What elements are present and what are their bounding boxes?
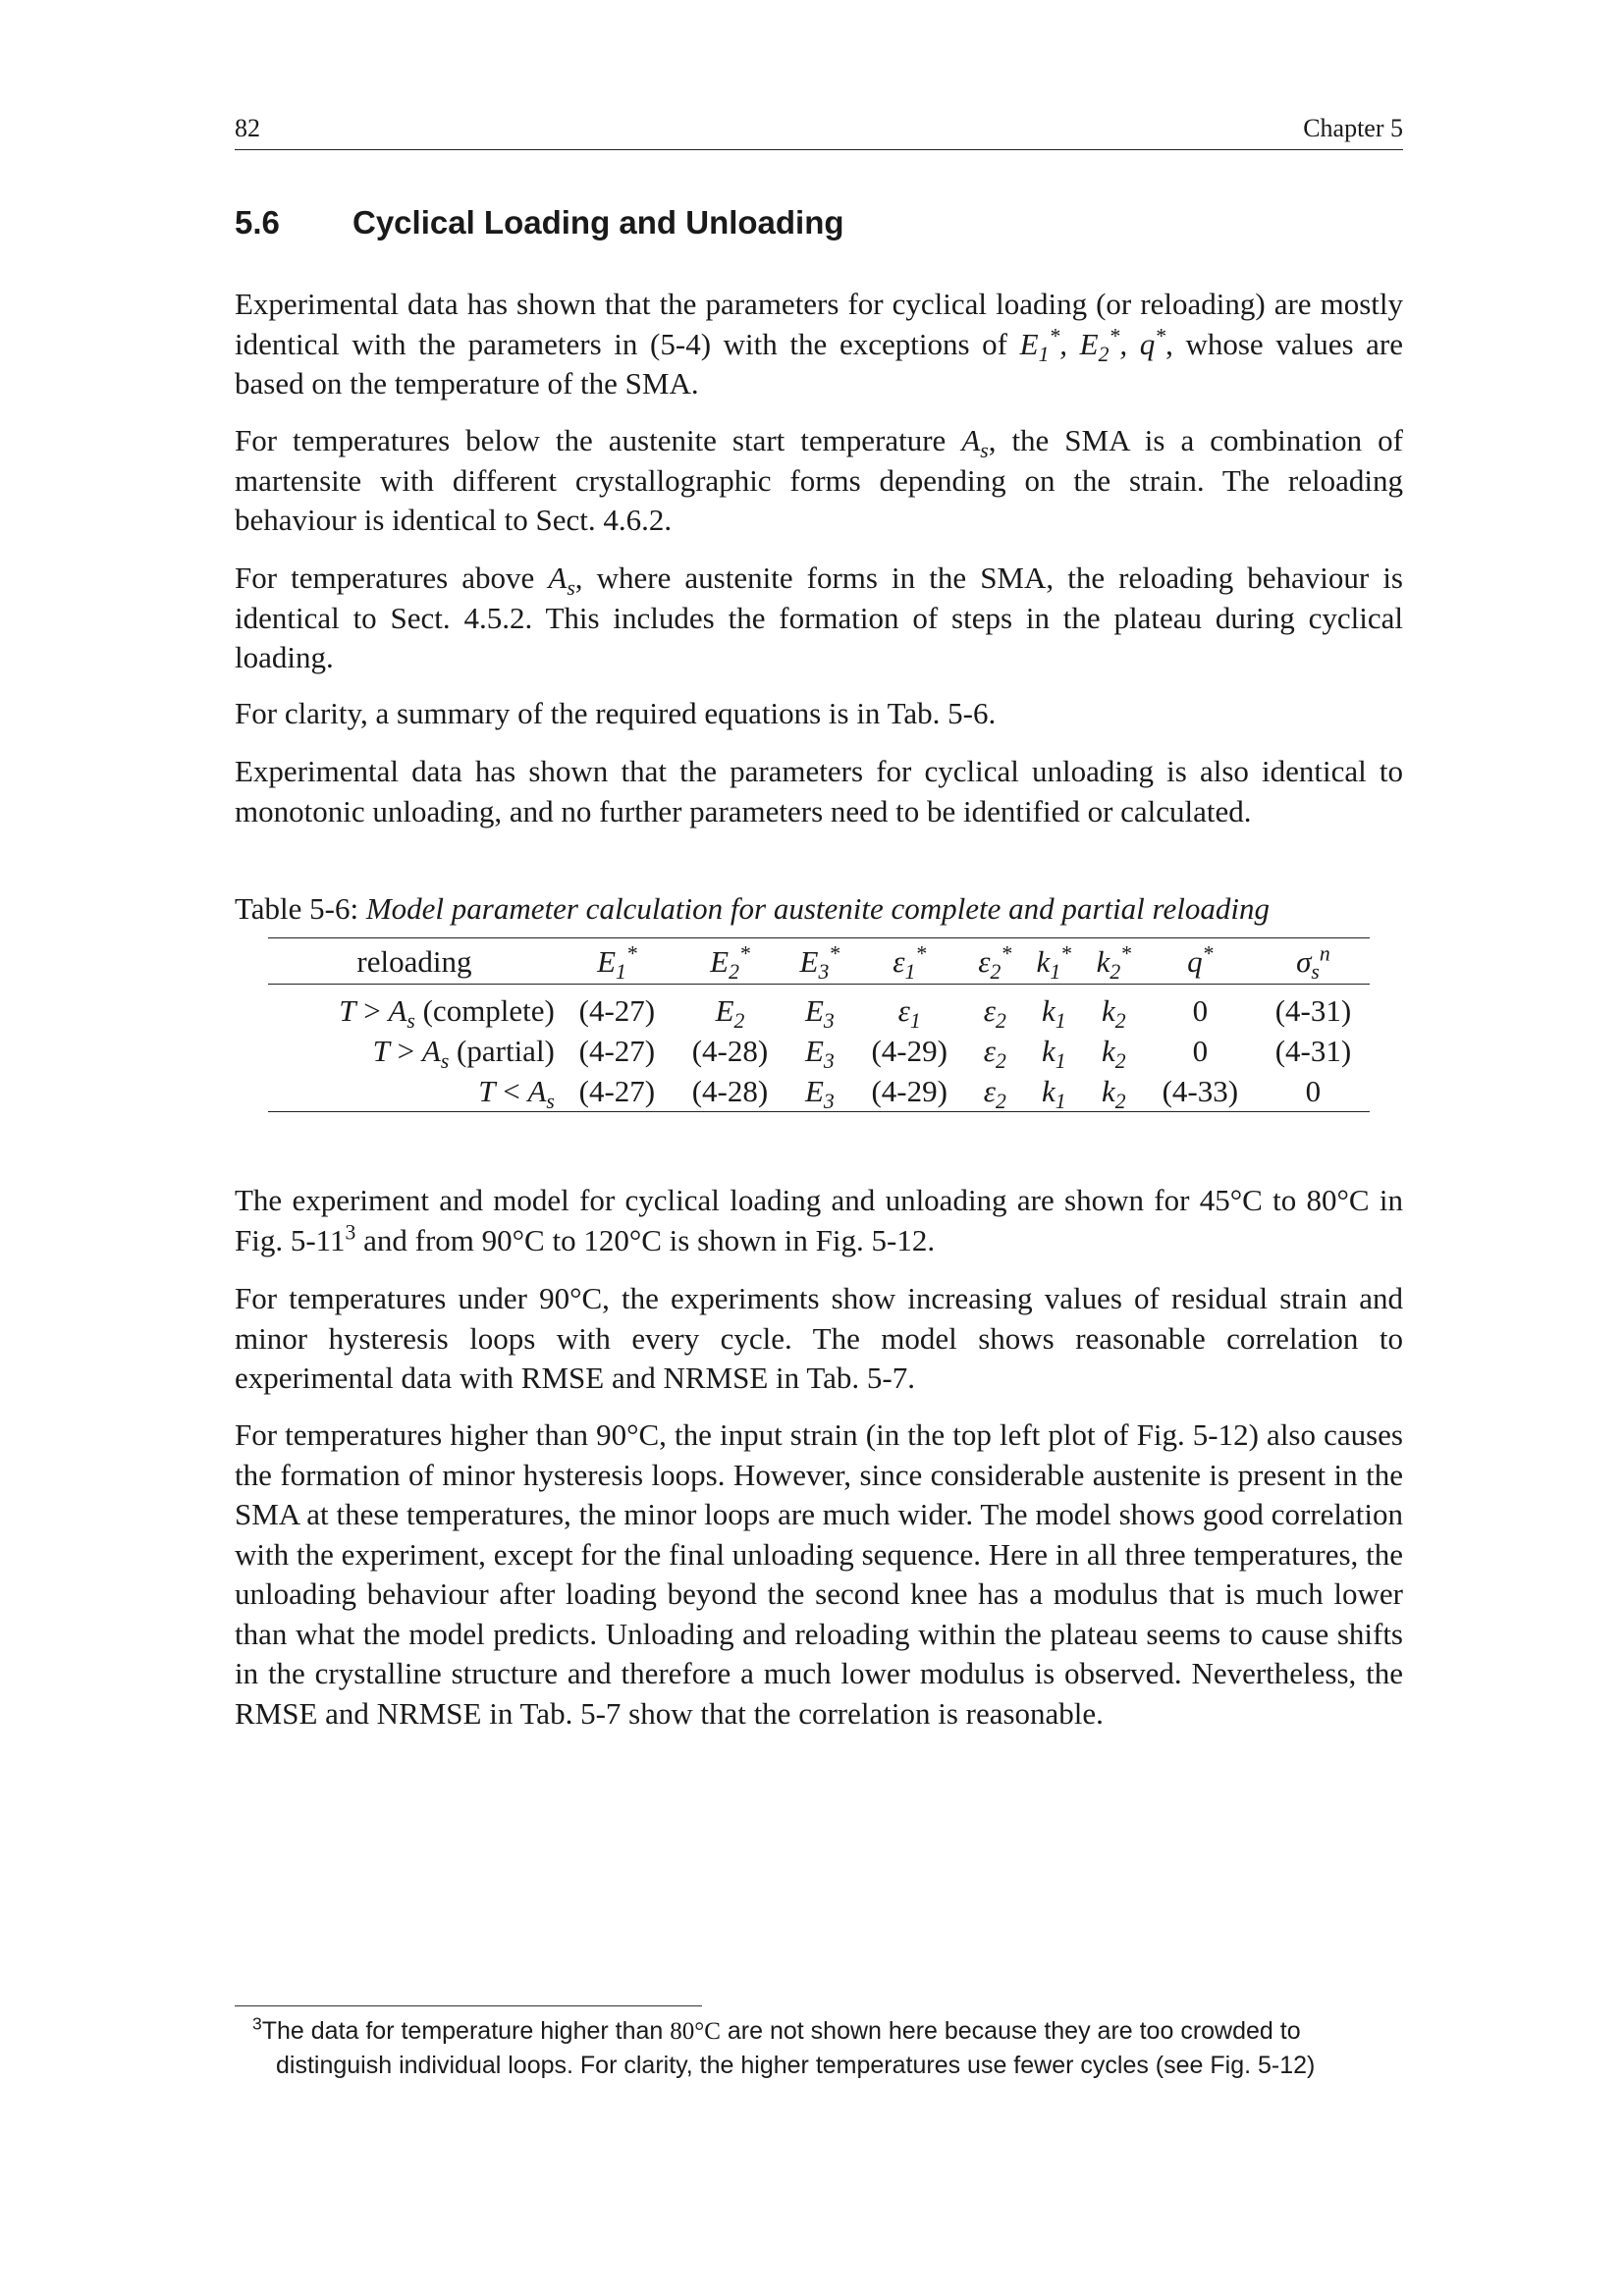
- footnote-ref[interactable]: 3: [345, 1220, 356, 1245]
- table-label: Table 5-6:: [235, 891, 366, 926]
- table-cell: (4-31): [1274, 992, 1352, 1028]
- table-cell: (4-33): [1162, 1073, 1239, 1108]
- table-cell: $E_3$: [804, 1073, 835, 1113]
- table-cell: $E_3$: [804, 992, 835, 1033]
- table-cell: (4-27): [578, 992, 656, 1028]
- header-q: q*: [1187, 941, 1214, 979]
- section-title: Cyclical Loading and Unloading: [352, 204, 844, 240]
- table-cell: 0: [1305, 1073, 1322, 1108]
- footnote-mark: 3: [252, 2013, 262, 2034]
- table-cell: (4-27): [578, 1073, 656, 1108]
- table-cell: $k_2$: [1101, 1033, 1126, 1073]
- table-cell: $k_2$: [1101, 992, 1126, 1033]
- table-cell: $\varepsilon_2$: [983, 1033, 1006, 1073]
- table-cell: $\varepsilon_2$: [983, 992, 1006, 1033]
- header-k1: $k_1^*$: [1036, 941, 1071, 985]
- header-e3: $E_3^*$: [799, 941, 840, 985]
- math-as: $A_s$: [961, 423, 989, 463]
- math-e1-e2-q: $E_1^*$, $E_2^*$, q*: [1019, 324, 1166, 366]
- section-number: 5.6: [235, 204, 280, 240]
- table-cell: $k_1$: [1041, 992, 1066, 1033]
- table-cell: $\varepsilon_1$: [897, 992, 921, 1033]
- parameter-table: [268, 937, 1370, 1112]
- math-as: $A_s$: [548, 561, 575, 601]
- table-cell: (4-28): [691, 1033, 769, 1068]
- header-e1: $E_1^*$: [597, 941, 637, 985]
- table-cell: (4-31): [1274, 1033, 1352, 1068]
- running-header: [235, 110, 1403, 150]
- table-header-row: [268, 938, 1370, 985]
- table-title: Model parameter calculation for austenite complete and partial reloading: [365, 891, 1270, 926]
- paragraph-8: For temperatures higher than 90°C, the input strain (in the top left plot of Fig. 5-12) also causes the formation of minor hysteresis loops. However, since considerable austenite is present in the SMA at these temperatures, the minor loops are much wider. The model shows good correlation with the experiment, except for the final unloading sequence. Here in all three temperatures, the unloading behaviour after loading beyond the second knee has a modulus that is much lower than what the model predicts. Unloading and reloading within the plateau seems to cause shifts in the crystalline structure and therefore a much lower modulus is observed. Nevertheless, the RMSE and NRMSE in Tab. 5-7 show that the correlation is reasonable.: [235, 1417, 1403, 1731]
- table-cell: 0: [1192, 992, 1209, 1028]
- table-row: [268, 1071, 1370, 1112]
- table-cell: 0: [1192, 1033, 1209, 1068]
- table-cell: (4-29): [871, 1073, 947, 1108]
- page-number: 82: [235, 114, 260, 142]
- paragraph-3: For temperatures above $A_s$, where austenite forms in the SMA, the reloading behaviour is identical to Sect. 4.5.2. This includes the formation of steps in the plateau during cyclical loading.: [235, 561, 1403, 674]
- header-eps2: $\varepsilon_2^*$: [978, 941, 1012, 985]
- table-cell: $k_1$: [1041, 1033, 1066, 1073]
- chapter-label: Chapter 5: [1303, 114, 1403, 142]
- paragraph-4: For clarity, a summary of the required equations is in Tab. 5-6.: [235, 696, 997, 730]
- table-row: [268, 1031, 1370, 1071]
- table-row: [268, 985, 1370, 1032]
- row-condition: $T > A_s$ (partial): [372, 1033, 555, 1073]
- header-k2: $k_2^*$: [1096, 941, 1132, 985]
- table-caption: [235, 891, 1403, 927]
- header-e2: $E_2^*$: [710, 941, 750, 985]
- section-heading: [235, 204, 1403, 241]
- table-cell: $E_2$: [715, 992, 745, 1033]
- header-reloading: reloading: [356, 944, 472, 979]
- paragraph-2: For temperatures below the austenite start temperature $A_s$, the SMA is a combination of martensite with different crystallographic forms depending on the strain. The reloading behaviour is identical to Sect. 4.6.2.: [235, 423, 1403, 537]
- table-cell: (4-29): [871, 1033, 947, 1068]
- table-cell: $E_3$: [804, 1033, 835, 1073]
- table-cell: (4-27): [578, 1033, 656, 1068]
- paragraph-7: For temperatures under 90°C, the experiments show increasing values of residual strain and minor hysteresis loops with every cycle. The model shows reasonable correlation to experimental data with RMSE and NRMSE in Tab. 5-7.: [235, 1281, 1403, 1395]
- table-cell: $k_1$: [1041, 1073, 1066, 1113]
- row-condition: $T < A_s$: [478, 1073, 555, 1113]
- table-cell: $\varepsilon_2$: [983, 1073, 1006, 1113]
- paragraph-6: The experiment and model for cyclical loading and unloading are shown for 45°C to 80°C in Fig. $5-11^3$ and from 90°C to 120°C is shown in Fig. 5-12.: [235, 1183, 1403, 1257]
- table-cell: $k_2$: [1101, 1073, 1126, 1113]
- footnote-rule: [235, 2005, 702, 2006]
- footnote-temperature: 80°C: [670, 2018, 721, 2045]
- footnote: $^3$The data for temperature higher than 80°C are not shown here because they are too crowded to distinguish individual loops. For clarity, the higher temperatures use fewer cycles (see Fig. 5-12): [252, 2013, 1316, 2079]
- table-body: [268, 985, 1370, 1112]
- header-sigma: $\sigma_s^n$: [1296, 941, 1330, 985]
- table-cell: (4-28): [691, 1073, 769, 1108]
- row-condition: $T > A_s$ (complete): [339, 992, 555, 1033]
- paragraph-1: Experimental data has shown that the parameters for cyclical loading (or reloading) are mostly identical with the parameters in (5-4) with the exceptions of $E_1^*$, $E_2^*$, q*, whose values are based on the temperature of the SMA.: [235, 287, 1404, 400]
- paragraph-5: Experimental data has shown that the parameters for cyclical unloading is also identical to monotonic unloading, and no further parameters need to be identified or calculated.: [235, 754, 1403, 828]
- header-eps1: $\varepsilon_1^*$: [893, 941, 927, 985]
